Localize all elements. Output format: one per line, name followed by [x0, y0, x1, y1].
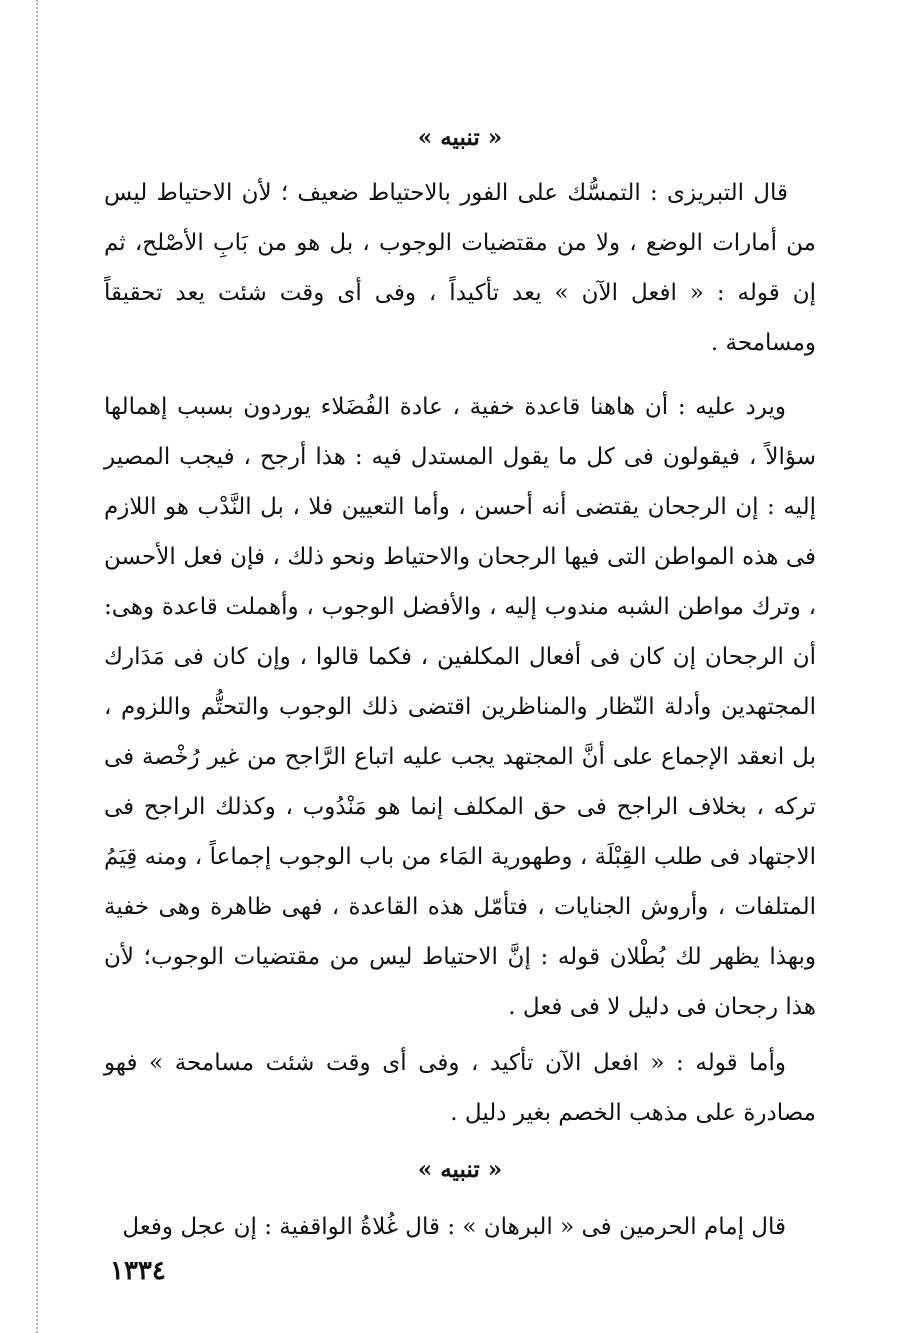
- document-page: [104, 118, 816, 1252]
- section-heading: « تنبيه »: [417, 1156, 503, 1183]
- paragraph: قال التبريزى : التمسُّك على الفور بالاحتياط ضعيف ؛ لأن الاحتياط ليس من أمارات الوضع ، ولا من مقتضيات الوجوب ، بل هو من بَابِ الأصْلح، ثم إن قوله : « افعل الآن » يعد تأكيداً ، وفى أى وقت شئت يعد تحقيقاً ومسامحة .: [104, 180, 816, 356]
- paragraph: وأما قوله : « افعل الآن تأكيد ، وفى أى وقت شئت مسامحة » فهو مصادرة على مذهب الخصم بغير دليل .: [104, 1050, 816, 1126]
- paragraph: ويرد عليه : أن هاهنا قاعدة خفية ، عادة الفُضَلاء يوردون بسبب إهمالها سؤالاً ، فيقولون فى كل ما يقول المستدل فيه : هذا أرجح ، فيجب المصير إليه : إن الرجحان يقتضى أنه أحسن ، وأما التعيين فلا ، بل النَّدْب هو اللازم فى هذه المواطن التى فيها الرجحان والاحتياط ونحو ذلك ، فإن فعل الأحسن ، وترك مواطن الشبه مندوب إليه ، والأفضل الوجوب ، وأهملت قاعدة وهى: أن الرجحان إن كان فى أفعال المكلفين ، فكما قالوا ، وإن كان فى مَدَارك المجتهدين وأدلة النّظار والمناظرين اقتضى ذلك الوجوب والتحتُّم واللزوم ، بل انعقد الإجماع على أنَّ المجتهد يجب عليه اتباع الرَّاجح من غير رُخْصة فى تركه ، بخلاف الراجح فى حق المكلف إنما هو مَنْدُوب ، وكذلك الراجح فى الاجتهاد فى طلب القِبْلَة ، وطهورية المَاء من باب الوجوب إجماعاً ، ومنه قِيَمُ المتلفات ، وأروش الجنايات ، فتأمّل هذه القاعدة ، فهى ظاهرة وهى خفية وبهذا يظهر لك بُطْلان قوله : إنَّ الاحتياط ليس من مقتضيات الوجوب؛ لأن هذا رجحان فى دليل لا فى فعل .: [104, 394, 816, 1020]
- page-number: ١٣٣٤: [110, 1256, 166, 1286]
- section-heading: « تنبيه »: [417, 124, 503, 151]
- paragraph: قال إمام الحرمين فى « البرهان » : قال غُلاةُ الواقفية : إن عجل وفعل: [122, 1214, 786, 1240]
- margin-dotted-rule: [36, 0, 38, 1333]
